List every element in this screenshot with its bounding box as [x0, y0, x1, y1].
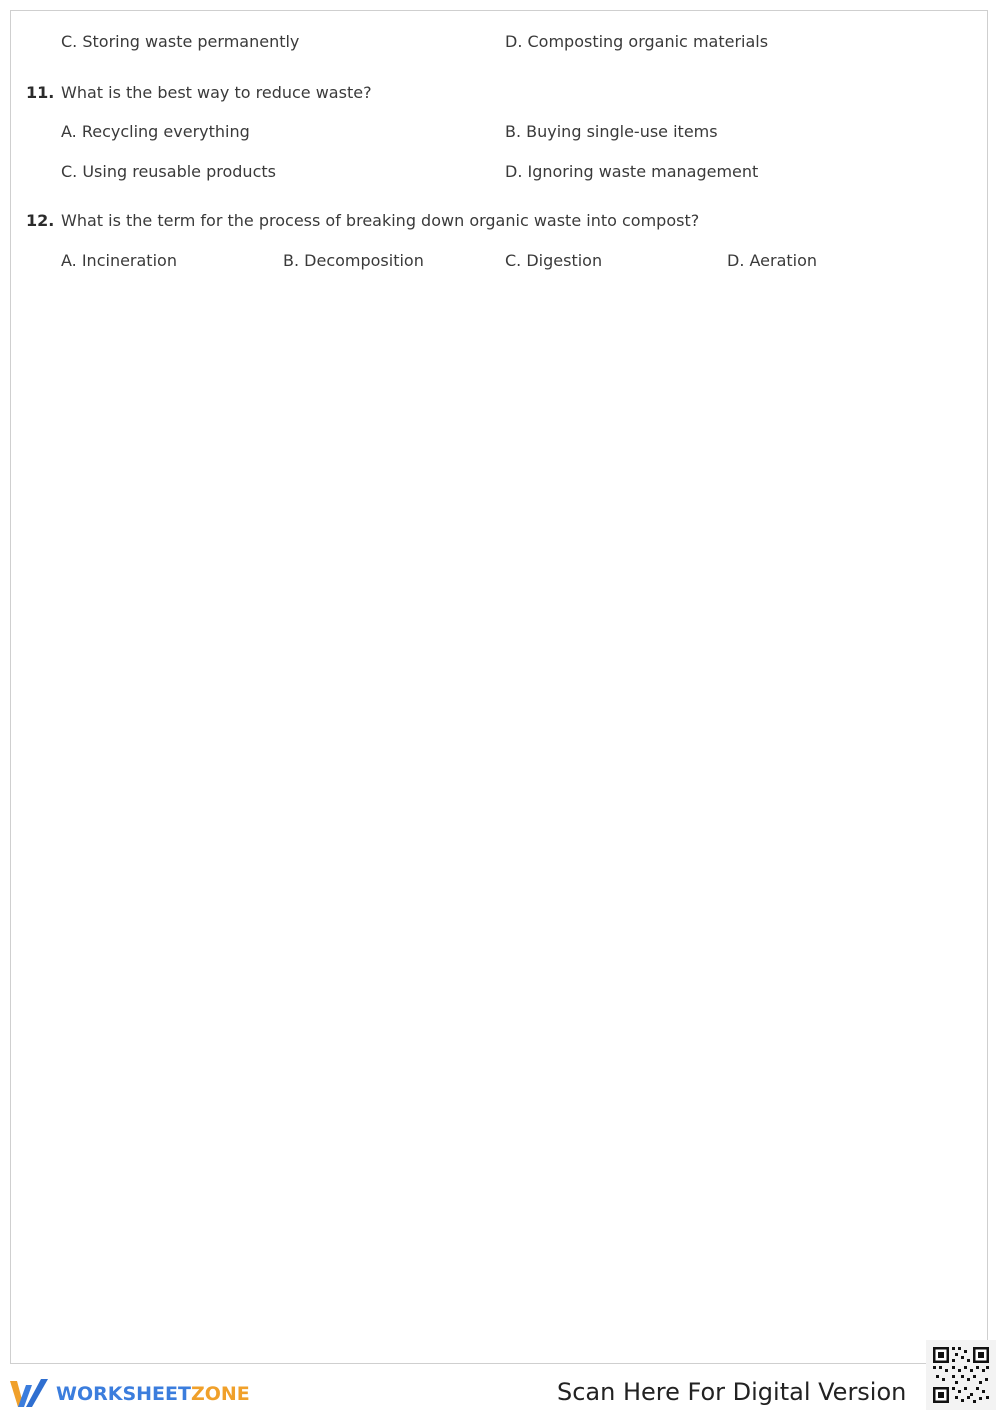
brand-name-worksheet: WORKSHEET	[56, 1383, 191, 1405]
q10-option-c: C. Storing waste permanently	[61, 32, 300, 51]
question-12-text: What is the term for the process of breaking down organic waste into compost?	[61, 211, 700, 230]
qr-code-icon[interactable]	[926, 1340, 996, 1410]
q11-option-d: D. Ignoring waste management	[505, 162, 759, 181]
question-11-text: What is the best way to reduce waste?	[61, 83, 372, 102]
brand-name	[56, 1383, 250, 1405]
brand-name-zone: ZONE	[190, 1383, 250, 1405]
worksheet-zone-logo-icon	[8, 1377, 50, 1411]
scan-instruction: Scan Here For Digital Version	[557, 1378, 907, 1406]
q10-option-d: D. Composting organic materials	[505, 32, 769, 51]
footer-brand[interactable]	[8, 1376, 250, 1412]
question-11-number: 11.	[26, 83, 55, 102]
q11-option-b: B. Buying single-use items	[505, 122, 718, 141]
question-12-number: 12.	[26, 211, 55, 230]
q12-option-d: D. Aeration	[727, 251, 818, 270]
q12-option-c: C. Digestion	[505, 251, 603, 270]
q11-option-c: C. Using reusable products	[61, 162, 276, 181]
q12-option-a: A. Incineration	[61, 251, 177, 270]
q12-option-b: B. Decomposition	[283, 251, 424, 270]
q11-option-a: A. Recycling everything	[61, 122, 250, 141]
